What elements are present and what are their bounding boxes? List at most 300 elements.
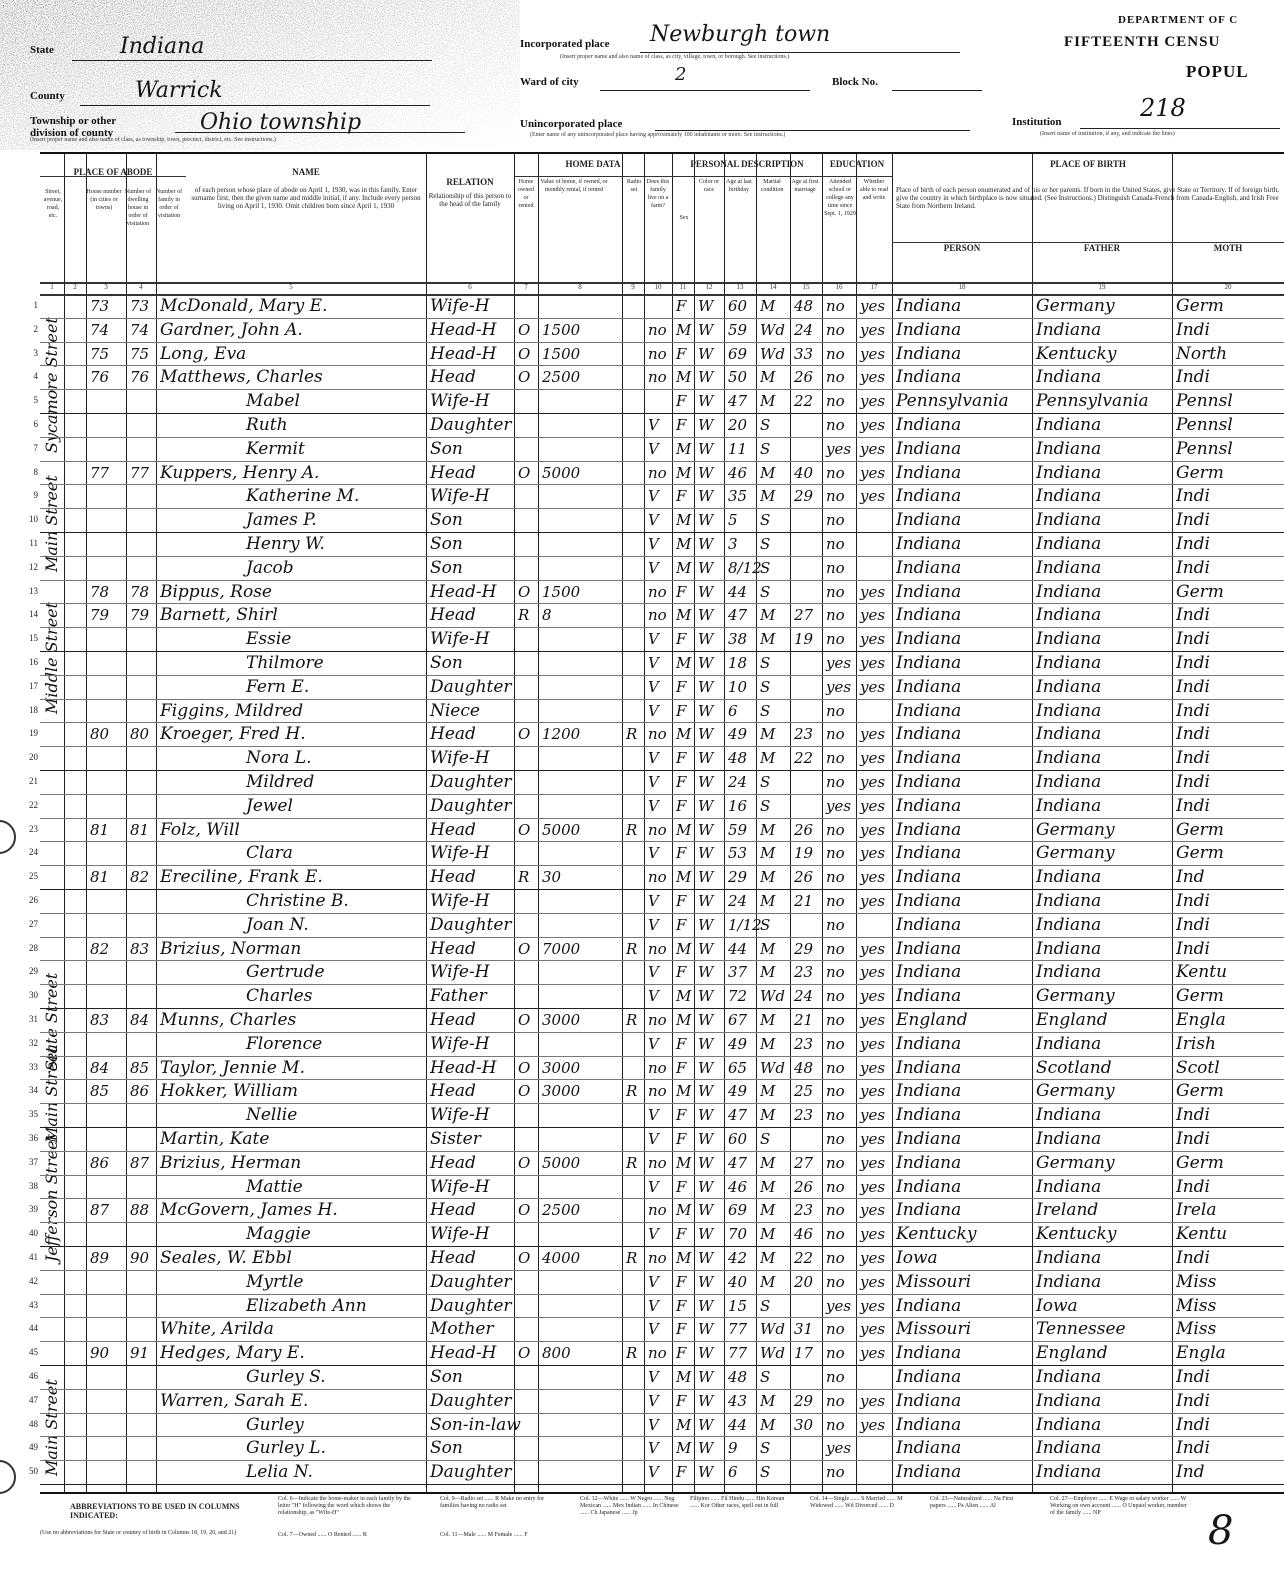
column-number: 2	[73, 283, 77, 291]
cell-f: 87	[130, 1153, 150, 1172]
department-title: DEPARTMENT OF C	[1118, 14, 1239, 26]
cell-race: W	[698, 1344, 714, 1363]
cell-rel: Head-H	[430, 343, 497, 364]
cell-name: Nora L.	[246, 748, 312, 769]
cell-mar: Wd	[760, 320, 786, 339]
cell-own: O	[518, 463, 531, 482]
row-number: 24	[29, 847, 38, 858]
cell-name: Matthews, Charles	[160, 367, 323, 388]
cell-mo: Germ	[1176, 986, 1224, 1007]
cell-race: W	[698, 844, 714, 863]
cell-pob: Indiana	[896, 296, 962, 316]
cell-farm: V	[648, 1463, 659, 1482]
cell-own: O	[518, 939, 531, 958]
cell-mo: Germ	[1176, 1152, 1224, 1173]
cell-farm: V	[648, 844, 659, 863]
cell-rw: yes	[860, 1082, 886, 1101]
cell-am: 48	[794, 297, 814, 315]
cell-am: 25	[794, 1082, 814, 1101]
cell-race: W	[698, 487, 714, 506]
col2-heading: House number (in cities or towns)	[86, 189, 122, 211]
cell-age: 5	[728, 511, 738, 530]
cell-name: Thilmore	[246, 653, 324, 673]
relation-heading: RELATION	[446, 177, 494, 187]
row-divider	[40, 818, 1284, 819]
cell-fa: Indiana	[1036, 867, 1102, 888]
cell-rel: Wife-H	[430, 629, 490, 650]
cell-sex: M	[676, 987, 692, 1006]
cell-name: Folz, Will	[160, 819, 240, 840]
cell-rw: yes	[860, 1153, 886, 1172]
cell-name: Katherine M.	[246, 486, 360, 507]
cell-farm: no	[648, 582, 667, 601]
institution-label: Institution	[1012, 116, 1062, 128]
cell-mo: Germ	[1176, 296, 1224, 316]
cell-d: 86	[90, 1153, 110, 1172]
row-divider	[40, 937, 1284, 938]
cell-rw: yes	[860, 654, 886, 672]
cell-sch: no	[826, 773, 845, 791]
cell-rw: yes	[860, 606, 886, 625]
row-number: 50	[29, 1466, 38, 1477]
cell-am: 26	[794, 368, 814, 387]
cell-age: 3	[728, 535, 738, 553]
cell-am: 29	[794, 487, 814, 506]
cell-fa: Iowa	[1036, 1295, 1078, 1316]
cell-farm: no	[648, 1249, 667, 1267]
cell-sex: M	[676, 820, 692, 839]
cell-rel: Head	[430, 1152, 476, 1173]
cell-sex: F	[676, 1225, 687, 1244]
cell-name: Henry W.	[246, 534, 325, 554]
cell-name: Gertrude	[246, 962, 325, 983]
cell-rel: Mother	[430, 1319, 494, 1340]
row-divider	[40, 746, 1284, 747]
cell-rw: yes	[860, 868, 886, 887]
cell-sch: no	[826, 1153, 845, 1172]
cell-fa: Indiana	[1036, 724, 1102, 745]
cell-fa: Germany	[1036, 1152, 1115, 1173]
row-divider	[40, 960, 1284, 961]
cell-val: 1500	[542, 344, 581, 363]
cell-race: W	[698, 1011, 714, 1029]
cell-mo: Kentu	[1176, 962, 1228, 983]
cell-rw: yes	[860, 1296, 886, 1315]
cell-rel: Wife-H	[430, 296, 490, 316]
cell-am: 23	[794, 1201, 814, 1220]
cell-mar: M	[760, 1153, 776, 1172]
cell-f: 83	[130, 939, 150, 958]
cell-mo: Miss	[1176, 1295, 1217, 1316]
cell-sex: M	[676, 606, 692, 625]
row-number: 20	[29, 752, 38, 763]
block-label: Block No.	[832, 76, 878, 88]
column-divider	[644, 154, 645, 1492]
cell-mo: Indi	[1176, 914, 1210, 935]
cell-race: W	[698, 1225, 714, 1244]
row-divider	[40, 1389, 1284, 1390]
column-number: 8	[578, 283, 582, 291]
row-number: 23	[29, 823, 38, 834]
cell-sex: M	[676, 1011, 692, 1029]
cell-farm: V	[648, 1415, 659, 1434]
cell-sex: M	[676, 868, 692, 887]
cell-race: W	[698, 463, 714, 482]
cell-race: W	[698, 1368, 714, 1386]
cell-race: W	[698, 1249, 714, 1267]
abbrev-col12: Col. 12—White ...... W Negro ...... Neg Mexican ...... Mex Indian ...... In Chinese ...... Ch Japanese ...... Jp	[580, 1496, 679, 1516]
cell-pob: Indiana	[896, 1081, 962, 1102]
cell-mar: M	[760, 630, 776, 649]
cell-rel: Wife-H	[430, 1105, 490, 1126]
row-number: 25	[29, 871, 38, 882]
cell-f: 74	[130, 320, 150, 339]
cell-own: O	[518, 344, 531, 363]
cell-rw: yes	[860, 1058, 886, 1077]
cell-own: O	[518, 1344, 531, 1363]
cell-rw: yes	[860, 1225, 886, 1244]
row-divider	[40, 603, 1284, 604]
cell-sch: no	[826, 915, 845, 934]
cell-race: W	[698, 1058, 714, 1077]
group-divider	[822, 176, 892, 177]
county-line	[80, 105, 430, 106]
cell-farm: V	[648, 511, 659, 530]
cell-sch: no	[826, 320, 845, 339]
cell-rw: yes	[860, 1011, 886, 1029]
cell-mar: S	[760, 416, 771, 434]
cell-mar: M	[760, 1011, 776, 1029]
cell-farm: V	[648, 1439, 659, 1458]
col3-heading: Number of dwelling house in order of visitation	[124, 189, 152, 227]
cell-age: 16	[728, 796, 748, 815]
cell-rel: Head	[430, 462, 476, 483]
cell-sex: F	[676, 796, 687, 815]
cell-f: 73	[130, 297, 150, 315]
institution-note: (Insert name of institution, if any, and indicate the lines)	[1040, 131, 1175, 137]
cell-fa: Indiana	[1036, 1390, 1102, 1411]
cell-sex: F	[676, 1344, 687, 1363]
place-of-abode-heading: PLACE OF ABODE	[73, 167, 153, 177]
col16-heading: Attended school or college any time since Sept. 1, 1929	[824, 179, 856, 217]
cell-sex: M	[676, 654, 692, 672]
father-heading: FATHER	[1083, 243, 1121, 253]
cell-rw: yes	[860, 1272, 886, 1291]
cell-sch: no	[826, 1058, 845, 1077]
cell-mar: M	[760, 1201, 776, 1220]
cell-mo: Indi	[1176, 748, 1210, 769]
cell-pob: Indiana	[896, 1200, 962, 1221]
cell-mo: Germ	[1176, 843, 1224, 864]
cell-rel: Head	[430, 724, 476, 745]
cell-pob: England	[896, 1010, 968, 1030]
cell-d: 90	[90, 1344, 110, 1363]
cell-rw: yes	[860, 892, 886, 910]
row-divider	[40, 1246, 1284, 1247]
cell-pob: Indiana	[896, 557, 962, 578]
cell-name: Hokker, William	[160, 1081, 298, 1102]
cell-val: 1500	[542, 582, 581, 601]
cell-sex: F	[676, 1130, 687, 1148]
cell-age: 29	[728, 868, 748, 887]
cell-rw: yes	[860, 1130, 886, 1148]
cell-fa: Indiana	[1036, 772, 1102, 792]
row-number: 34	[29, 1085, 38, 1096]
cell-mar: M	[760, 297, 776, 315]
cell-f: 81	[130, 820, 150, 839]
cell-age: 69	[728, 344, 748, 363]
cell-d: 75	[90, 344, 110, 363]
cell-val: 3000	[542, 1082, 581, 1101]
cell-sch: no	[826, 749, 845, 768]
row-divider	[40, 1198, 1284, 1199]
cell-mar: S	[760, 1296, 771, 1315]
row-number: 1	[33, 300, 38, 310]
cell-val: 8	[542, 606, 552, 625]
cell-pob: Indiana	[896, 1438, 962, 1459]
cell-d: 79	[90, 606, 110, 625]
cell-farm: no	[648, 1058, 667, 1077]
cell-name: Kermit	[246, 438, 305, 459]
cell-age: 9	[728, 1439, 738, 1458]
cell-sex: F	[676, 1106, 687, 1125]
cell-name: Munns, Charles	[160, 1010, 297, 1030]
column-divider	[426, 154, 427, 1492]
cell-pob: Indiana	[896, 486, 962, 507]
cell-race: W	[698, 392, 714, 411]
row-divider	[40, 1436, 1284, 1437]
cell-age: 59	[728, 320, 748, 339]
cell-name: Joan N.	[246, 914, 309, 935]
row-number: 42	[29, 1275, 38, 1286]
cell-sch: no	[826, 416, 845, 434]
cell-age: 44	[728, 939, 748, 958]
cell-pob: Indiana	[896, 700, 962, 721]
cell-sex: F	[676, 1177, 687, 1196]
cell-val: 5000	[542, 1153, 581, 1172]
cell-age: 59	[728, 820, 748, 839]
cell-fa: Indiana	[1036, 486, 1102, 507]
street-name: Sycamore Street	[42, 316, 61, 453]
cell-farm: no	[648, 1344, 667, 1363]
cell-farm: no	[648, 344, 667, 363]
cell-fa: Ireland	[1036, 1200, 1099, 1221]
cell-mar: Wd	[760, 1058, 786, 1077]
column-number: 5	[289, 283, 293, 291]
cell-rel: Head	[430, 938, 476, 959]
cell-race: W	[698, 1153, 714, 1172]
row-divider	[40, 865, 1284, 866]
cell-pob: Indiana	[896, 605, 962, 626]
cell-mo: Indi	[1176, 653, 1210, 673]
cell-race: W	[698, 1320, 714, 1339]
cell-farm: V	[648, 915, 659, 934]
cell-sex: F	[676, 344, 687, 363]
row-divider	[40, 1484, 1284, 1485]
cell-age: 49	[728, 1082, 748, 1101]
cell-farm: V	[648, 1272, 659, 1291]
row-number: 14	[29, 609, 38, 620]
cell-farm: V	[648, 773, 659, 791]
cell-sch: no	[826, 987, 845, 1006]
cell-rw: yes	[860, 1249, 886, 1267]
cell-race: W	[698, 654, 714, 672]
cell-radio: R	[626, 820, 638, 839]
cell-pob: Indiana	[896, 534, 962, 554]
cell-age: 46	[728, 1177, 748, 1196]
state-label: State	[30, 44, 54, 56]
cell-mar: M	[760, 1415, 776, 1434]
cell-fa: Germany	[1036, 843, 1115, 864]
cell-fa: Indiana	[1036, 1105, 1102, 1126]
cell-pob: Indiana	[896, 819, 962, 840]
cell-pob: Indiana	[896, 891, 962, 911]
unincorporated-line	[655, 130, 970, 131]
cell-farm: V	[648, 487, 659, 506]
cell-mar: Wd	[760, 344, 786, 363]
cell-rel: Daughter	[430, 772, 512, 792]
cell-mo: Pennsl	[1176, 438, 1233, 459]
cell-farm: V	[648, 749, 659, 768]
column-divider	[856, 154, 857, 1492]
cell-race: W	[698, 1106, 714, 1125]
cell-race: W	[698, 1415, 714, 1434]
cell-own: O	[518, 1011, 531, 1029]
cell-race: W	[698, 535, 714, 553]
cell-rw: yes	[860, 582, 886, 601]
cell-farm: V	[648, 677, 659, 696]
cell-name: Figgins, Mildred	[160, 700, 304, 721]
column-divider	[86, 154, 87, 1492]
row-number: 29	[29, 966, 38, 977]
cell-mo: Indi	[1176, 1129, 1210, 1149]
cell-rel: Head	[430, 867, 476, 888]
cell-age: 60	[728, 1130, 748, 1148]
cell-rw: yes	[860, 1344, 886, 1363]
cell-rel: Head	[430, 1248, 476, 1268]
incorporated-label: Incorporated place	[520, 38, 610, 50]
column-number: 1	[50, 283, 54, 291]
cell-rw: yes	[860, 630, 886, 649]
cell-mo: Kentu	[1176, 1224, 1228, 1245]
cell-age: 15	[728, 1296, 748, 1315]
cell-fa: Indiana	[1036, 510, 1102, 531]
cell-d: 82	[90, 939, 110, 958]
cell-farm: V	[648, 1034, 659, 1053]
abbrev-col23: Col. 23—Naturalized ...... Na First papers ...... Pa Alien ...... Al	[930, 1496, 1014, 1509]
cell-name: Gardner, John A.	[160, 319, 303, 340]
cell-age: 47	[728, 392, 748, 411]
cell-own: O	[518, 1058, 531, 1077]
cell-mar: S	[760, 535, 771, 553]
cell-am: 20	[794, 1272, 814, 1291]
cell-mar: M	[760, 749, 776, 768]
row-number: 35	[29, 1109, 38, 1120]
cell-fa: Germany	[1036, 819, 1115, 840]
row-number: 30	[29, 990, 38, 1001]
cell-f: 91	[130, 1344, 150, 1363]
cell-race: W	[698, 1082, 714, 1101]
cell-am: 48	[794, 1058, 814, 1077]
abbreviations-footer	[40, 1492, 1284, 1582]
cell-sex: M	[676, 320, 692, 339]
row-divider	[40, 1008, 1284, 1009]
abbrev-col9: Col. 9—Radio set ...... R Make no entry for families having no radio set	[440, 1496, 545, 1509]
cell-name: James P.	[246, 510, 317, 531]
cell-sex: M	[676, 463, 692, 482]
cell-pob: Indiana	[896, 772, 962, 792]
cell-d: 81	[90, 868, 110, 887]
cell-pob: Indiana	[896, 462, 962, 483]
cell-am: 27	[794, 1153, 814, 1172]
cell-am: 22	[794, 392, 814, 411]
cell-pob: Indiana	[896, 1367, 962, 1387]
institution-line	[1080, 128, 1280, 129]
cell-own: O	[518, 1249, 531, 1267]
cell-pob: Indiana	[896, 367, 962, 388]
cell-radio: R	[626, 1011, 638, 1029]
cell-name: Elizabeth Ann	[246, 1295, 367, 1316]
cell-sex: M	[676, 939, 692, 958]
cell-mar: S	[760, 582, 771, 601]
cell-race: W	[698, 582, 714, 601]
cell-race: W	[698, 1272, 714, 1291]
cell-mo: Indi	[1176, 676, 1210, 697]
row-number: 36	[29, 1133, 38, 1143]
street-name: State Street	[42, 973, 61, 1072]
cell-sch: yes	[826, 796, 852, 815]
column-divider	[672, 154, 673, 1492]
column-number: 6	[468, 283, 472, 291]
cell-mo: Miss	[1176, 1319, 1217, 1340]
cell-age: 6	[728, 1463, 738, 1482]
cell-fa: Indiana	[1036, 891, 1102, 911]
cell-sex: F	[676, 892, 687, 910]
cell-race: W	[698, 558, 714, 577]
cell-mo: Scotl	[1176, 1057, 1220, 1078]
cell-rel: Daughter	[430, 795, 512, 816]
cell-sch: yes	[826, 1439, 852, 1458]
cell-race: W	[698, 344, 714, 363]
cell-rel: Father	[430, 986, 487, 1007]
cell-sex: F	[676, 1272, 687, 1291]
row-divider	[40, 1270, 1284, 1271]
cell-fa: Indiana	[1036, 557, 1102, 578]
column-divider	[622, 154, 623, 1492]
cell-sex: F	[676, 1034, 687, 1053]
cell-age: 53	[728, 844, 748, 863]
cell-fa: Indiana	[1036, 1248, 1102, 1268]
cell-age: 67	[728, 1011, 748, 1029]
row-divider	[40, 1341, 1284, 1342]
row-divider	[40, 699, 1284, 700]
cell-mar: M	[760, 1272, 776, 1291]
cell-farm: V	[648, 796, 659, 815]
cell-age: 77	[728, 1344, 748, 1363]
county-label: County	[30, 90, 65, 102]
cell-pob: Indiana	[896, 914, 962, 935]
cell-sch: no	[826, 725, 845, 744]
cell-rel: Son	[430, 510, 463, 531]
cell-val: 2500	[542, 1201, 581, 1220]
cell-mar: S	[760, 701, 771, 720]
cell-name: Warren, Sarah E.	[160, 1390, 309, 1411]
cell-mar: S	[760, 654, 771, 672]
cell-d: 80	[90, 725, 110, 744]
cell-name: Kuppers, Henry A.	[160, 462, 320, 483]
cell-sch: no	[826, 606, 845, 625]
cell-race: W	[698, 297, 714, 315]
